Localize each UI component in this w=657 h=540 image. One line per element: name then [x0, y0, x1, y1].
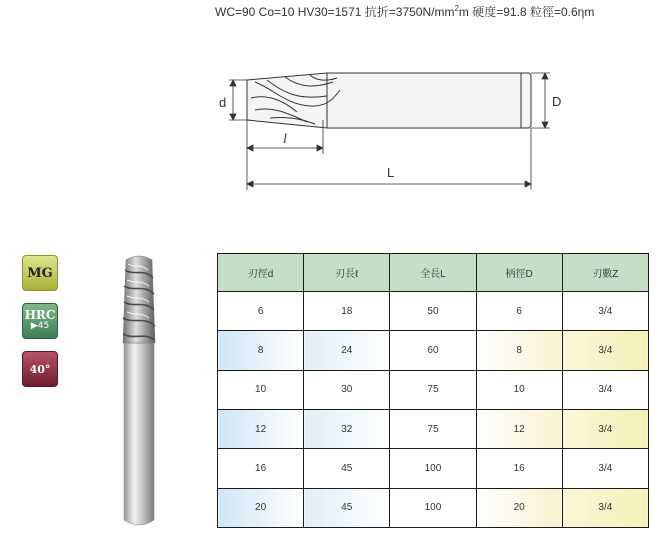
- dimension-d: [229, 80, 249, 120]
- dimension-d-label: d: [219, 95, 227, 110]
- table-row: [218, 488, 649, 527]
- header-cutting-length: 刃長ℓ: [304, 254, 390, 292]
- header-flute-count: 刃數Z: [562, 254, 648, 292]
- hrc-badge-value: ▶45: [30, 321, 50, 331]
- cell-overall-length: 60: [390, 331, 476, 370]
- cell-overall-length: 100: [390, 449, 476, 488]
- cell-flute-count: 3/4: [562, 331, 648, 370]
- spec-table-header-row: [218, 254, 649, 292]
- helix-angle-badge: [22, 351, 58, 387]
- table-row: [218, 331, 649, 370]
- cell-cutting-length: 24: [304, 331, 390, 370]
- cell-overall-length: 50: [390, 292, 476, 331]
- shank-body: [327, 73, 531, 128]
- spec-superscript: 2: [454, 4, 459, 13]
- dimension-L-label: L: [387, 165, 395, 180]
- spec-tail: m 硬度=91.8 粒徑=0.6: [458, 5, 578, 19]
- cell-cutting-diameter: 16: [218, 449, 304, 488]
- cell-cutting-length: 45: [304, 449, 390, 488]
- cell-flute-count: 3/4: [562, 488, 648, 527]
- hrc-badge: [22, 303, 58, 339]
- dimension-l-label: l: [283, 132, 287, 147]
- cell-shank-diameter: 8: [476, 331, 562, 370]
- header-shank-diameter: 柄徑D: [476, 254, 562, 292]
- end-mill-photo: [108, 248, 168, 533]
- cell-cutting-length: 18: [304, 292, 390, 331]
- cell-flute-count: 3/4: [562, 370, 648, 409]
- flute-body: [247, 73, 327, 128]
- dimension-D-label: D: [552, 94, 562, 109]
- mg-badge: [22, 255, 58, 291]
- dimension-D: [531, 73, 550, 128]
- cell-shank-diameter: 6: [476, 292, 562, 331]
- cell-shank-diameter: 10: [476, 370, 562, 409]
- cell-cutting-diameter: 12: [218, 409, 304, 448]
- tool-flutes: [123, 256, 155, 343]
- cell-shank-diameter: 12: [476, 409, 562, 448]
- cell-cutting-diameter: 8: [218, 331, 304, 370]
- cell-cutting-diameter: 6: [218, 292, 304, 331]
- cell-shank-diameter: 16: [476, 449, 562, 488]
- cell-overall-length: 75: [390, 370, 476, 409]
- cell-flute-count: 3/4: [562, 449, 648, 488]
- spec-table: [217, 253, 649, 528]
- cell-overall-length: 75: [390, 409, 476, 448]
- spec-unit: ηm: [577, 5, 595, 19]
- cell-cutting-length: 32: [304, 409, 390, 448]
- mg-badge-label: MG: [27, 265, 53, 281]
- hrc-badge-label: HRC: [24, 308, 56, 322]
- header-overall-length: 全長L: [390, 254, 476, 292]
- header-cutting-diameter: 刃徑d: [218, 254, 304, 292]
- tool-shank: [124, 343, 154, 525]
- cell-overall-length: 100: [390, 488, 476, 527]
- cell-cutting-length: 30: [304, 370, 390, 409]
- end-mill-technical-drawing: [215, 60, 560, 195]
- dimension-L: [247, 128, 531, 190]
- cell-flute-count: 3/4: [562, 292, 648, 331]
- cell-cutting-diameter: 20: [218, 488, 304, 527]
- cell-flute-count: 3/4: [562, 409, 648, 448]
- table-row: [218, 449, 649, 488]
- cell-cutting-diameter: 10: [218, 370, 304, 409]
- material-badges: [22, 255, 58, 399]
- helix-angle-label: 40°: [29, 362, 51, 376]
- material-spec-line: [215, 3, 594, 20]
- table-row: [218, 409, 649, 448]
- spec-composition: WC=90 Co=10 HV30=1571 抗折=3750N/mm: [215, 5, 455, 19]
- cell-shank-diameter: 20: [476, 488, 562, 527]
- cell-cutting-length: 45: [304, 488, 390, 527]
- table-row: [218, 292, 649, 331]
- table-row: [218, 370, 649, 409]
